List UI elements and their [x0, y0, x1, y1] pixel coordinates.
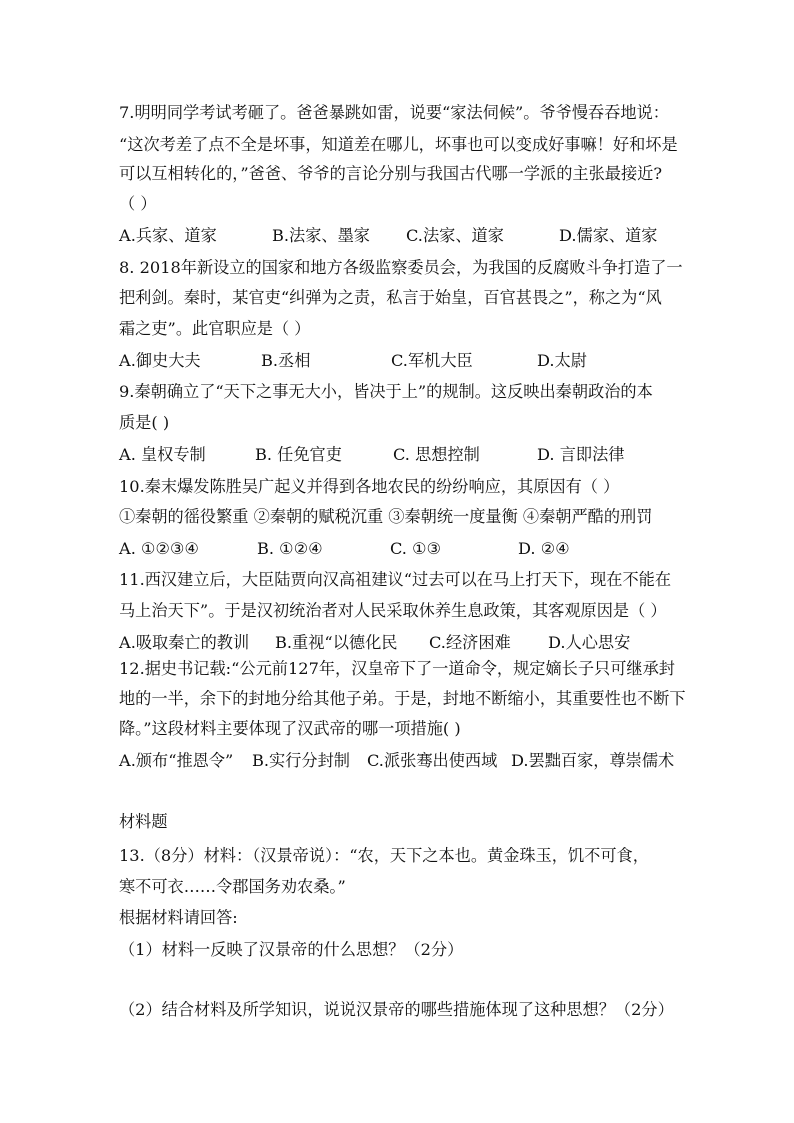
q9-line-1: 9.秦朝确立了“天下之事无大小，皆决于上”的规制。这反映出秦朝政治的本 [119, 382, 653, 401]
q12-line-2: 地的一半，余下的封地分给其他子弟。于是，封地不断缩小，其重要性也不断下 [119, 689, 686, 708]
q8-options [119, 350, 679, 372]
q7-line-1: 7.明明同学考试考砸了。爸爸暴跳如雷，说要“家法伺候”。爷爷慢吞吞地说： [119, 103, 669, 122]
q9-option-d: D. 言即法律 [537, 445, 625, 464]
q8-line-2: 把利剑。秦时，某官吏“纠弹为之责，私言于始皇，百官甚畏之”，称之为“风 [119, 288, 662, 307]
q10-option-b: B. ①②④ [257, 539, 323, 558]
q11-option-d: D.人心思安 [548, 633, 631, 652]
q10-line-2: ①秦朝的徭役繁重 ②秦朝的赋税沉重 ③秦朝统一度量衡 ④秦朝严酷的刑罚 [119, 507, 653, 526]
q10-line-1: 10.秦末爆发陈胜吴广起义并得到各地农民的纷纷响应，其原因有（ ） [119, 477, 620, 496]
q7-line-3: 可以互相转化的，”爸爸、爷爷的言论分别与我国古代哪一学派的主张最接近? [119, 164, 663, 183]
q8-option-c: C.军机大臣 [391, 351, 473, 370]
section-title: 材料题 [119, 812, 168, 831]
q9-line-2: 质是( ) [119, 413, 170, 432]
q12-option-a: A.颁布“推恩令” [119, 751, 234, 770]
q12-line-3: 降。”这段材料主要体现了汉武帝的哪一项措施( ) [119, 719, 461, 738]
q12-options [119, 750, 679, 772]
q10-option-c: C. ①③ [390, 539, 442, 558]
q7-line-2: “这次考差了点不全是坏事，知道差在哪儿，坏事也可以变成好事嘛！好和坏是 [119, 135, 678, 154]
q11-option-b: B.重视“以德化民 [275, 633, 398, 652]
q9-option-c: C. 思想控制 [393, 445, 480, 464]
q11-options [119, 632, 679, 654]
q7-option-c: C.法家、道家 [406, 226, 504, 245]
q8-option-d: D.太尉 [537, 351, 587, 370]
q7-option-b: B.法家、墨家 [272, 226, 370, 245]
q8-option-b: B.丞相 [261, 351, 311, 370]
q13-subquestion-2: （2）结合材料及所学知识，说说汉景帝的哪些措施体现了这种思想？（2分） [119, 1000, 674, 1019]
q13-line-1: 13.（8分）材料：（汉景帝说）：“农，天下之本也。黄金珠玉，饥不可食， [119, 846, 649, 865]
q9-options [119, 444, 679, 466]
q8-line-3: 霜之吏”。此官职应是（ ） [119, 319, 311, 338]
q13-subquestion-1: （1）材料一反映了汉景帝的什么思想？（2分） [119, 940, 464, 959]
q12-option-b: B.实行分封制 [252, 751, 350, 770]
q12-option-c: C.派张骞出使西域 [367, 751, 498, 770]
q11-line-1: 11.西汉建立后，大臣陆贾向汉高祖建议“过去可以在马上打天下，现在不能在 [119, 570, 672, 589]
q11-line-2: 马上治天下”。于是汉初统治者对人民采取休养生息政策，其客观原因是（ ） [119, 601, 667, 620]
q13-line-3: 根据材料请回答: [119, 908, 238, 927]
q12-option-d: D.罢黜百家，尊崇儒术 [511, 751, 675, 770]
q12-line-1: 12.据史书记载:“公元前127年，汉皇帝下了一道命令，规定嫡长子只可继承封 [119, 659, 675, 678]
q10-options [119, 538, 679, 560]
q7-option-d: D.儒家、道家 [559, 226, 658, 245]
q11-option-c: C.经济困难 [429, 633, 511, 652]
q9-option-b: B. 任免官吏 [255, 445, 342, 464]
q7-options [119, 225, 679, 247]
q8-line-1: 8. 2018年新设立的国家和地方各级监察委员会，为我国的反腐败斗争打造了一 [119, 258, 683, 277]
q8-option-a: A.御史大夫 [119, 351, 201, 370]
q11-option-a: A.吸取秦亡的教训 [119, 633, 250, 652]
q7-option-a: A.兵家、道家 [119, 226, 217, 245]
q7-line-4: （ ） [119, 194, 157, 213]
q10-option-d: D. ②④ [518, 539, 570, 558]
q13-line-2: 寒不可衣……令郡国务劝农桑。” [119, 877, 346, 896]
q9-option-a: A. 皇权专制 [119, 445, 206, 464]
q10-option-a: A. ①②③④ [119, 539, 200, 558]
